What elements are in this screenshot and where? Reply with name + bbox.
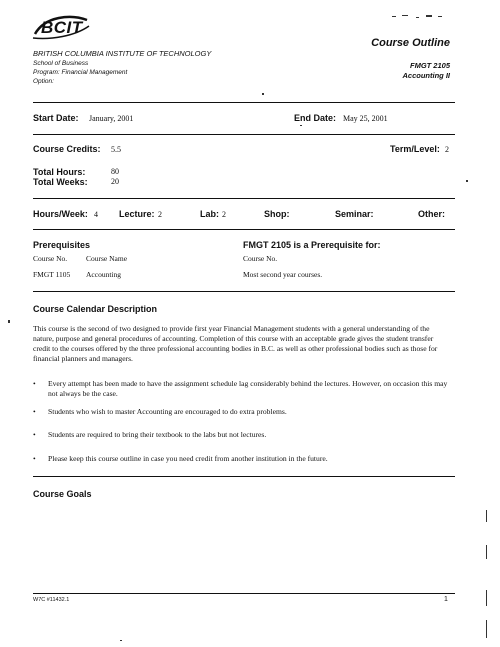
goals-heading: Course Goals [33, 489, 92, 499]
scan-speck [300, 125, 302, 126]
bullet-icon: • [33, 407, 36, 416]
total-weeks-label: Total Weeks: [33, 177, 88, 187]
bullet-icon: • [33, 430, 36, 439]
course-code: FMGT 2105 [409, 61, 450, 70]
term-level-label: Term/Level: [390, 144, 440, 154]
course-credits-label: Course Credits: [33, 144, 101, 154]
prereq-row-course-name: Accounting [86, 270, 121, 279]
divider [33, 102, 455, 103]
start-date-label: Start Date: [33, 113, 79, 123]
other-label: Other: [418, 209, 445, 219]
scan-speck [466, 180, 468, 182]
scan-speck [486, 590, 487, 606]
prerequisite-for-heading: FMGT 2105 is a Prerequisite for: [243, 240, 381, 250]
scan-speck [8, 320, 10, 323]
lab-label: Lab: [200, 209, 219, 219]
shop-label: Shop: [264, 209, 290, 219]
hours-week-label: Hours/Week: [33, 209, 88, 219]
prereq-for-col-course-no: Course No. [243, 254, 278, 263]
course-name: Accounting II [402, 71, 450, 80]
start-date-value: January, 2001 [89, 114, 134, 123]
divider [33, 291, 455, 292]
lecture-value: 2 [158, 210, 162, 219]
term-level-value: 2 [445, 145, 449, 154]
bullet-icon: • [33, 379, 36, 388]
description-heading: Course Calendar Description [33, 304, 158, 314]
prereq-for-row: Most second year courses. [243, 270, 323, 279]
divider [33, 134, 455, 135]
end-date-label: End Date: [294, 113, 337, 123]
doc-title: Course Outline [371, 37, 450, 49]
logo-text: BCIT [41, 18, 83, 37]
prerequisites-heading: Prerequisites [33, 240, 91, 250]
end-date-value: May 25, 2001 [343, 114, 388, 123]
prereq-col-course-no: Course No. [33, 254, 68, 263]
divider [33, 229, 455, 230]
hours-week-value: 4 [94, 210, 98, 219]
prereq-row-course-no: FMGT 1105 [33, 270, 71, 279]
bcit-logo [33, 14, 85, 40]
total-hours-label: Total Hours: [33, 167, 86, 177]
institute-name: BRITISH COLUMBIA INSTITUTE OF TECHNOLOGY [33, 49, 212, 58]
seminar-label: Seminar: [335, 209, 374, 219]
lab-value: 2 [222, 210, 226, 219]
footer-divider [33, 593, 455, 594]
doc-reference: W7C #11432.1 [33, 597, 70, 603]
scan-speck [262, 93, 264, 95]
scan-speck [486, 510, 487, 522]
scan-speck [120, 640, 122, 641]
school-name: School of Business [33, 60, 89, 67]
total-hours-value: 80 [111, 167, 119, 176]
total-weeks-value: 20 [111, 177, 119, 186]
prereq-col-course-name: Course Name [86, 254, 128, 263]
option-label: Option: [33, 78, 54, 85]
course-credits-value: 5.5 [111, 145, 121, 154]
program-name: Program: Financial Management [33, 69, 128, 76]
lecture-label: Lecture: [119, 209, 155, 219]
bullet-icon: • [33, 454, 36, 463]
scan-speck [486, 545, 487, 559]
divider [33, 476, 455, 477]
stamp-mark [392, 14, 444, 20]
scan-speck [486, 620, 487, 638]
page-number: 1 [444, 596, 448, 603]
description-paragraph: This course is the second of two designed to provide first year Financial Management students with a general understanding of the nature, purpose and general procedures of accounting. Completion of this course with an acceptable grade gives the student transfer credit to the courses offered by the three professional accounting bodies in B.C. as well as other professional bodies such as those for financial planners and managers. [33, 324, 438, 363]
divider [33, 198, 455, 199]
